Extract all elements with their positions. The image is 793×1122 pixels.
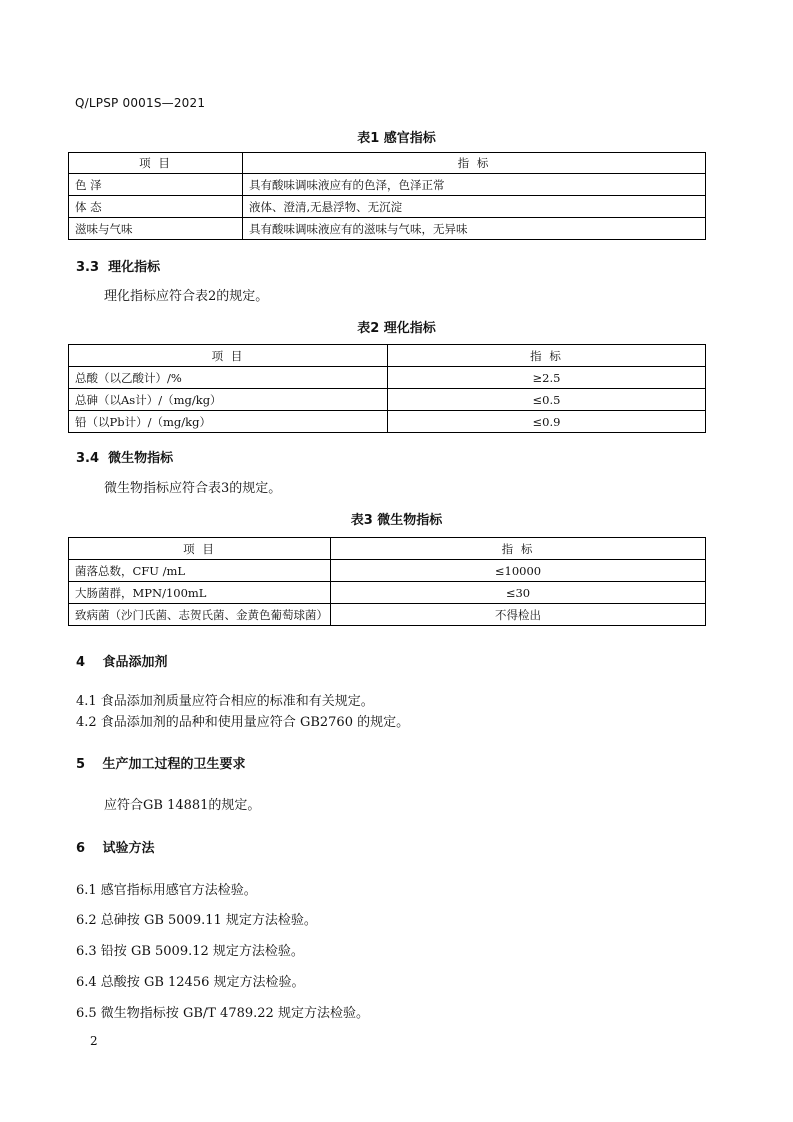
section-title: 食品添加剂	[102, 655, 168, 670]
section-number: 3.4	[76, 451, 100, 466]
table-header-row	[69, 153, 706, 174]
document-code: Q/LPSP 0001S—2021	[75, 96, 206, 110]
item-cell: 总酸（以乙酸计）/%	[69, 367, 388, 389]
list-item: 6.2 总砷按 GB 5009.11 规定方法检验。	[76, 913, 317, 928]
item-cell: 体 态	[69, 196, 243, 218]
item-cell: 致病菌（沙门氏菌、志贺氏菌、金黄色葡萄球菌）	[69, 604, 331, 626]
index-cell: 具有酸味调味液应有的色泽，色泽正常	[243, 174, 706, 196]
item-cell: 滋味与气味	[69, 218, 243, 240]
section-3-4-text: 微生物指标应符合表3的规定。	[104, 481, 282, 496]
table3-title: 表3 微生物指标	[350, 513, 443, 528]
sensory-table	[68, 152, 706, 240]
column-header-index: 指 标	[388, 345, 706, 367]
item-cell: 总砷（以As计）/（mg/kg）	[69, 389, 388, 411]
item-cell: 铅（以Pb计）/（mg/kg）	[69, 411, 388, 433]
list-item: 6.5 微生物指标按 GB/T 4789.22 规定方法检验。	[76, 1006, 369, 1021]
section-3-3-heading	[76, 256, 160, 275]
physicochemical-table	[68, 344, 706, 433]
section-number: 3.3	[76, 260, 100, 275]
table2-title: 表2 理化指标	[357, 321, 436, 336]
page-number: 2	[90, 1034, 98, 1048]
column-header-item: 项 目	[69, 538, 331, 560]
item-cell: 色 泽	[69, 174, 243, 196]
item-cell: 大肠菌群，MPN/100mL	[69, 582, 331, 604]
list-item: 6.3 铅按 GB 5009.12 规定方法检验。	[76, 944, 304, 959]
section-6-heading	[76, 837, 155, 856]
section-3-3-text: 理化指标应符合表2的规定。	[104, 289, 269, 304]
index-cell: ≥2.5	[388, 367, 706, 389]
table-row	[69, 218, 706, 240]
index-cell: 不得检出	[331, 604, 706, 626]
column-header-index: 指 标	[331, 538, 706, 560]
section-4-heading	[76, 651, 168, 670]
section-number: 6	[76, 841, 86, 856]
index-cell: ≤0.5	[388, 389, 706, 411]
section-number: 5	[76, 757, 86, 772]
table-row	[69, 604, 706, 626]
table-row	[69, 367, 706, 389]
section-5-text: 应符合GB 14881的规定。	[104, 798, 261, 813]
section-title: 试验方法	[102, 841, 155, 856]
table1-title: 表1 感官指标	[357, 131, 436, 146]
table-row	[69, 411, 706, 433]
table-row	[69, 389, 706, 411]
table-row	[69, 174, 706, 196]
section-3-4-heading	[76, 447, 173, 466]
column-header-item: 项 目	[69, 153, 243, 174]
table-row	[69, 582, 706, 604]
index-cell: 具有酸味调味液应有的滋味与气味，无异味	[243, 218, 706, 240]
column-header-index: 指 标	[243, 153, 706, 174]
section-title: 理化指标	[108, 260, 161, 275]
section-5-heading	[76, 753, 246, 772]
index-cell: ≤10000	[331, 560, 706, 582]
index-cell: ≤30	[331, 582, 706, 604]
table-row	[69, 196, 706, 218]
item-cell: 菌落总数，CFU /mL	[69, 560, 331, 582]
index-cell: ≤0.9	[388, 411, 706, 433]
list-item: 6.4 总酸按 GB 12456 规定方法检验。	[76, 975, 305, 990]
table-row	[69, 560, 706, 582]
column-header-item: 项 目	[69, 345, 388, 367]
section-title: 生产加工过程的卫生要求	[102, 757, 246, 772]
table-header-row	[69, 538, 706, 560]
list-item: 4.2 食品添加剂的品种和使用量应符合 GB2760 的规定。	[76, 715, 410, 730]
list-item: 4.1 食品添加剂质量应符合相应的标准和有关规定。	[76, 694, 374, 709]
index-cell: 液体、澄清,无悬浮物、无沉淀	[243, 196, 706, 218]
section-number: 4	[76, 655, 86, 670]
microbiological-table	[68, 537, 706, 626]
table-header-row	[69, 345, 706, 367]
list-item: 6.1 感官指标用感官方法检验。	[76, 883, 257, 898]
section-title: 微生物指标	[108, 451, 174, 466]
